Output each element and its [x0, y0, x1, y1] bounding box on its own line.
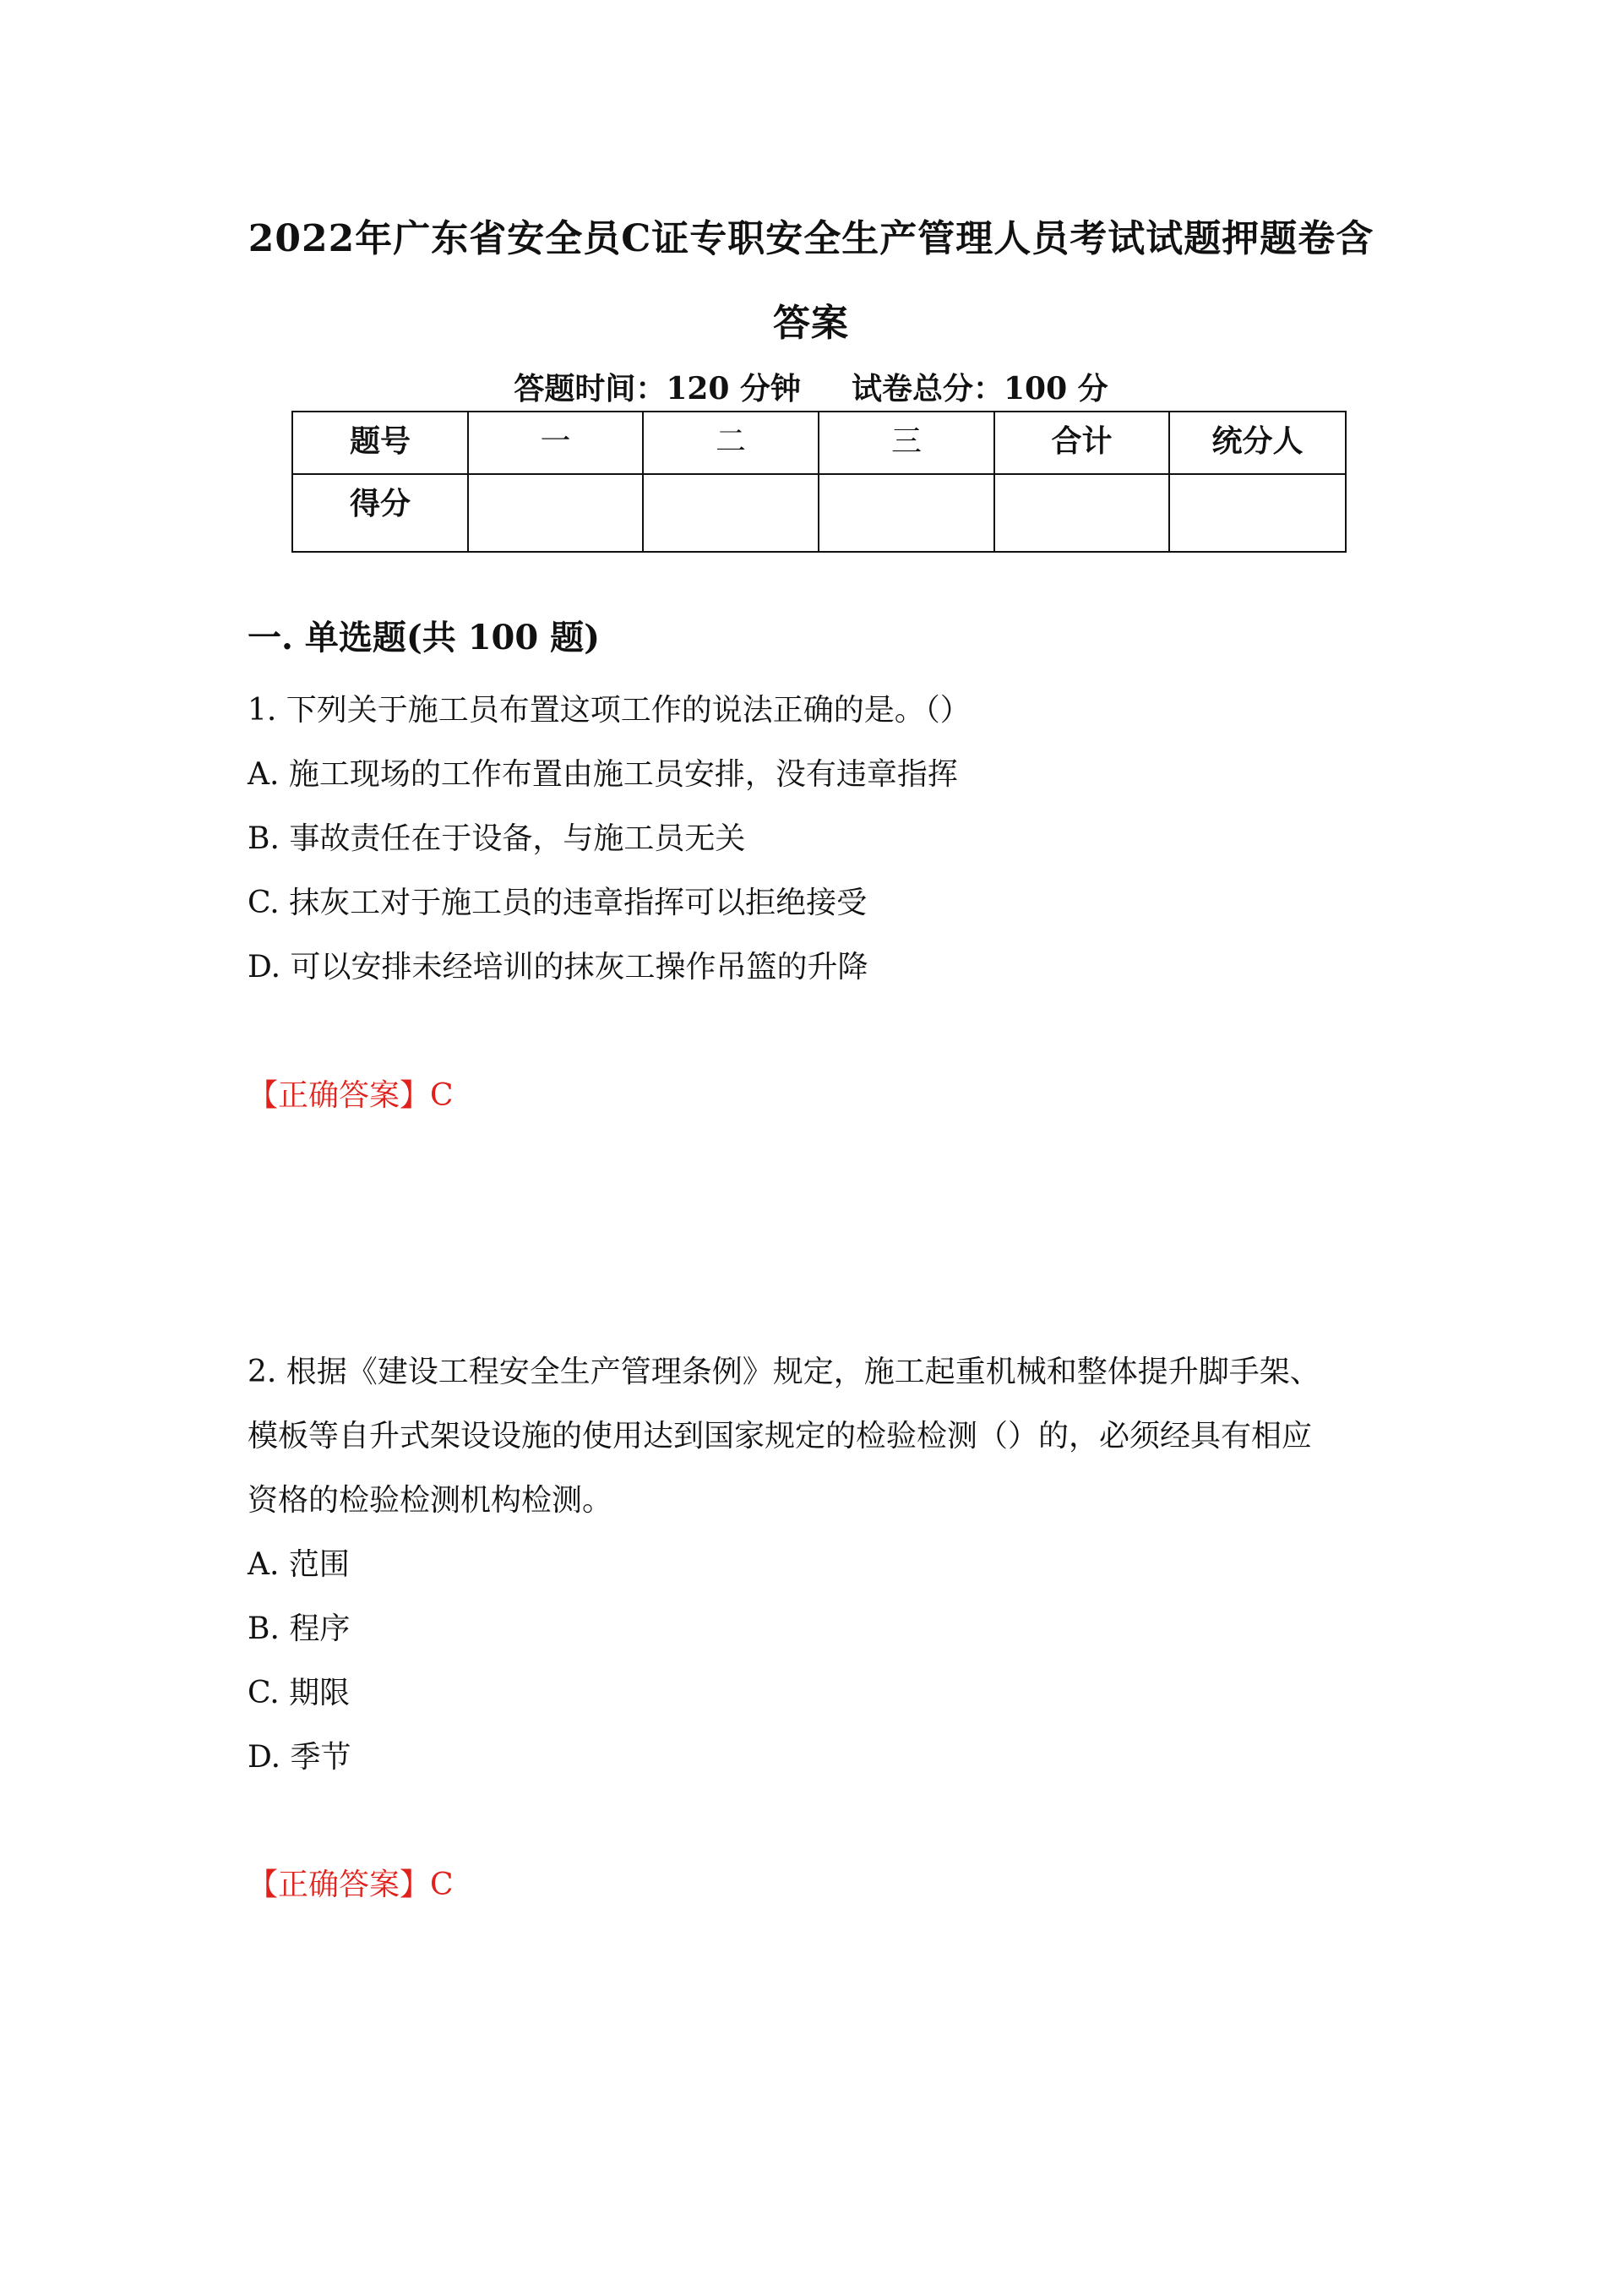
option-d: D. 可以安排未经培训的抹灰工操作吊篮的升降 — [248, 950, 868, 984]
question-stem-continued: 资格的检验检测机构检测。 — [248, 1483, 613, 1518]
score-table-header-cell: 统分人 — [1169, 412, 1346, 474]
page-title-continued: 答案 — [773, 302, 849, 345]
option-a: A. 范围 — [248, 1547, 350, 1582]
question-stem: 2. 根据《建设工程安全生产管理条例》规定，施工起重机械和整体提升脚手架、 — [248, 1355, 1320, 1389]
score-cell — [468, 474, 643, 552]
score-cell — [819, 474, 994, 552]
option-d: D. 季节 — [248, 1740, 351, 1775]
option-c: C. 抹灰工对于施工员的违章指挥可以拒绝接受 — [248, 886, 868, 920]
option-b: B. 程序 — [248, 1612, 351, 1646]
exam-time: 答题时间：120 分钟 — [514, 371, 801, 406]
score-table-header-cell: 题号 — [292, 412, 468, 474]
correct-answer: 【正确答案】C — [248, 1868, 454, 1902]
page-title: 2022年广东省安全员C证专职安全生产管理人员考试试题押题卷含 — [248, 217, 1374, 260]
score-table-header-cell: 合计 — [994, 412, 1169, 474]
score-table — [291, 411, 1347, 553]
score-cell — [1169, 474, 1346, 552]
exam-info — [203, 370, 1419, 407]
option-c: C. 期限 — [248, 1676, 351, 1710]
section-title: 一. 单选题(共 100 题) — [248, 618, 601, 657]
correct-answer: 【正确答案】C — [248, 1078, 454, 1113]
score-row-label: 得分 — [292, 474, 468, 552]
score-cell — [994, 474, 1169, 552]
option-a: A. 施工现场的工作布置由施工员安排，没有违章指挥 — [248, 757, 958, 792]
total-score: 试卷总分：100 分 — [852, 371, 1108, 406]
score-table-score-row — [292, 474, 1346, 552]
question-stem: 1. 下列关于施工员布置这项工作的说法正确的是。（） — [248, 693, 971, 728]
score-table-header-cell: 一 — [468, 412, 643, 474]
score-table-header-cell: 三 — [819, 412, 994, 474]
question-stem-continued: 模板等自升式架设设施的使用达到国家规定的检验检测（）的，必须经具有相应 — [248, 1419, 1313, 1453]
score-table-header-cell: 二 — [643, 412, 819, 474]
score-table-header-row — [292, 412, 1346, 474]
score-cell — [643, 474, 819, 552]
option-b: B. 事故责任在于设备，与施工员无关 — [248, 821, 746, 856]
